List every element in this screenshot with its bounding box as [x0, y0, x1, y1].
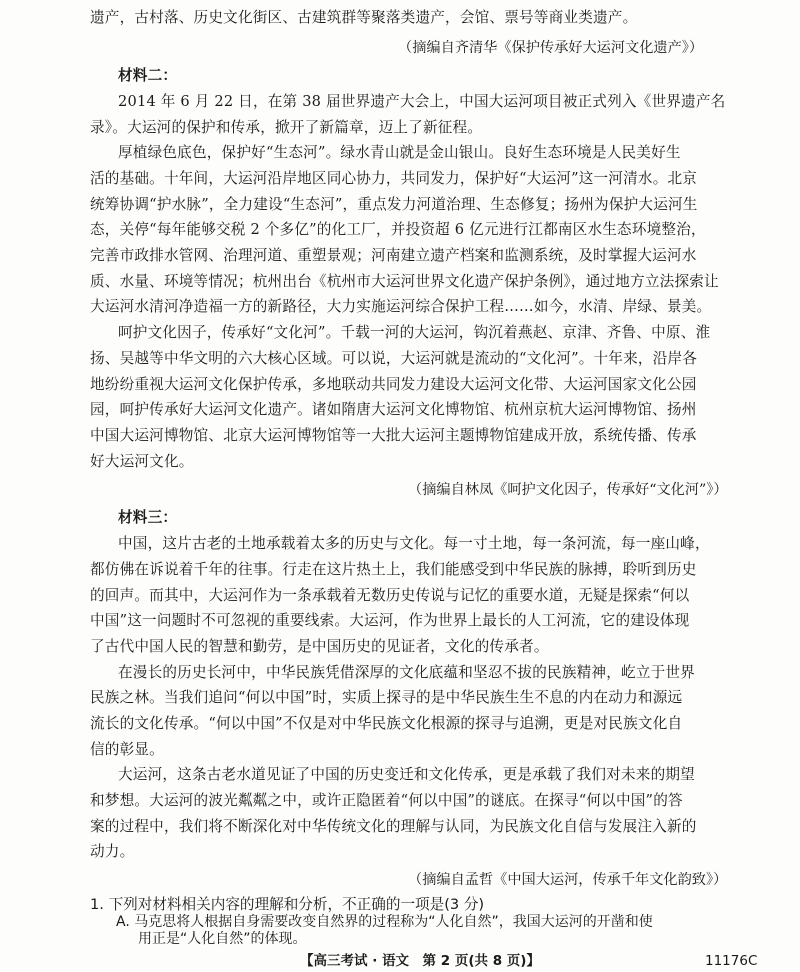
question-stem: 1. 下列对材料相关内容的理解和分析，不正确的一项是(3 分) — [90, 896, 485, 913]
paragraph-line: 统筹协调“护水脉”，全力建设“生态河”，重点发力河道治理、生态修复；扬州为保护大运河生 — [90, 196, 698, 213]
paragraph-line: 扬、吴越等中华文明的六大核心区域。可以说，大运河就是流动的“文化河”。十年来，沿岸各 — [90, 350, 698, 367]
paragraph-line: 园，呵护传承好大运河文化遗产。诸如隋唐大运河文化博物馆、杭州京杭大运河博物馆、扬州 — [90, 401, 697, 418]
option-a-line-2: 用正是“人化自然”的体现。 — [138, 931, 307, 947]
paragraph-line: 活的基础。十年间，大运河沿岸地区同心协力，共同发力，保护好“大运河”这一河清水。北京 — [90, 170, 698, 187]
section-heading-material-3: 材料三： — [118, 509, 178, 526]
paragraph-line: 中国大运河博物馆、北京大运河博物馆等一大批大运河主题博物馆建成开放，系统传播、传承 — [90, 427, 697, 444]
paragraph-line: 2014 年 6 月 22 日，在第 38 届世界遗产大会上，中国大运河项目被正式列入《世界遗产名 — [118, 93, 726, 110]
page-footer: 【高三考试 · 语文 第 2 页(共 8 页)】 — [300, 953, 540, 969]
paragraph-line: 民族之林。当我们追问“何以中国”时，实质上探寻的是中华民族生生不息的内在动力和源远 — [90, 689, 683, 706]
paragraph-line: 了古代中国人民的智慧和勤劳，是中国历史的见证者，文化的传承者。 — [90, 638, 549, 655]
source-citation: （摘编自孟哲《中国大运河，传承千年文化韵致》） — [408, 872, 728, 888]
paragraph-line: 大运河，这条古老水道见证了中国的历史变迁和文化传承，更是承载了我们对未来的期望 — [118, 766, 695, 783]
source-citation: （摘编自林凤《呵护文化因子，传承好“文化河”》） — [408, 482, 728, 498]
paragraph-line: 地纷纷重视大运河文化保护传承，多地联动共同发力建设大运河文化带、大运河国家文化公园 — [90, 376, 697, 393]
paragraph-line: 好大运河文化。 — [90, 453, 194, 470]
paragraph-line: 动力。 — [90, 843, 135, 860]
section-heading-material-2: 材料二： — [118, 67, 178, 84]
paragraph-line: 遗产，古村落、历史文化街区、古建筑群等聚落类遗产，会馆、票号等商业类遗产。 — [90, 9, 638, 26]
paragraph-line: 案的过程中，我们将不断深化对中华传统文化的理解与认同，为民族文化自信与发展注入新的 — [90, 818, 697, 835]
paragraph-line: 在漫长的历史长河中，中华民族凭借深厚的文化底蕴和坚忍不拔的民族精神，屹立于世界 — [118, 664, 695, 681]
paragraph-line: 大运河水清河净造福一方的新路径，大力实施运河综合保护工程……如今，水清、岸绿、景美。 — [90, 298, 712, 315]
paragraph-line: 呵护文化因子，传承好“文化河”。千载一河的大运河，钩沉着燕赵、京津、齐鲁、中原、淮 — [118, 324, 711, 341]
paragraph-line: 厚植绿色底色，保护好“生态河”。绿水青山就是金山银山。良好生态环境是人民美好生 — [118, 144, 681, 161]
option-a-line-1: A. 马克思将人根据自身需要改变自然界的过程称为“人化自然”，我国大运河的开凿和使 — [116, 914, 653, 930]
source-citation: （摘编自齐清华《保护传承好大运河文化遗产》） — [398, 40, 704, 56]
paragraph-line: 和梦想。大运河的波光粼粼之中，或许正隐匿着“何以中国”的谜底。在探寻“何以中国”的答 — [90, 792, 683, 809]
paragraph-line: 录》。大运河的保护和传承，掀开了新篇章，迈上了新征程。 — [90, 119, 483, 136]
paragraph-line: 质、水量、环境等情况；杭州出台《杭州市大运河世界文化遗产保护条例》，通过地方立法探索让 — [90, 273, 719, 290]
paragraph-line: 信的彰显。 — [90, 741, 164, 758]
paragraph-line: 流长的文化传承。“何以中国”不仅是对中华民族文化根源的探寻与追溯，更是对民族文化自 — [90, 715, 683, 732]
paragraph-line: 中国”这一问题时不可忽视的重要线索。大运河，作为世界上最长的人工河流，它的建设体现 — [90, 612, 690, 629]
paragraph-line: 态，关停“每年能够交税 2 个多亿”的化工厂，并投资超 6 亿元进行江都南区水生态环境整治， — [90, 221, 706, 238]
paragraph-line: 都仿佛在诉说着千年的往事。行走在这片热土上，我们能感受到中华民族的脉搏，聆听到历史 — [90, 561, 697, 578]
paragraph-line: 中国，这片古老的土地承载着太多的历史与文化。每一寸土地，每一条河流，每一座山峰， — [118, 535, 710, 552]
paragraph-line: 完善市政排水管网、治理河道、重塑景观；河南建立遗产档案和监测系统，及时掌握大运河水 — [90, 247, 697, 264]
exam-code: 11176C — [705, 953, 758, 969]
paragraph-line: 的回声。而其中，大运河作为一条承载着无数历史传说与记忆的重要水道，无疑是探索“何以 — [90, 587, 690, 604]
